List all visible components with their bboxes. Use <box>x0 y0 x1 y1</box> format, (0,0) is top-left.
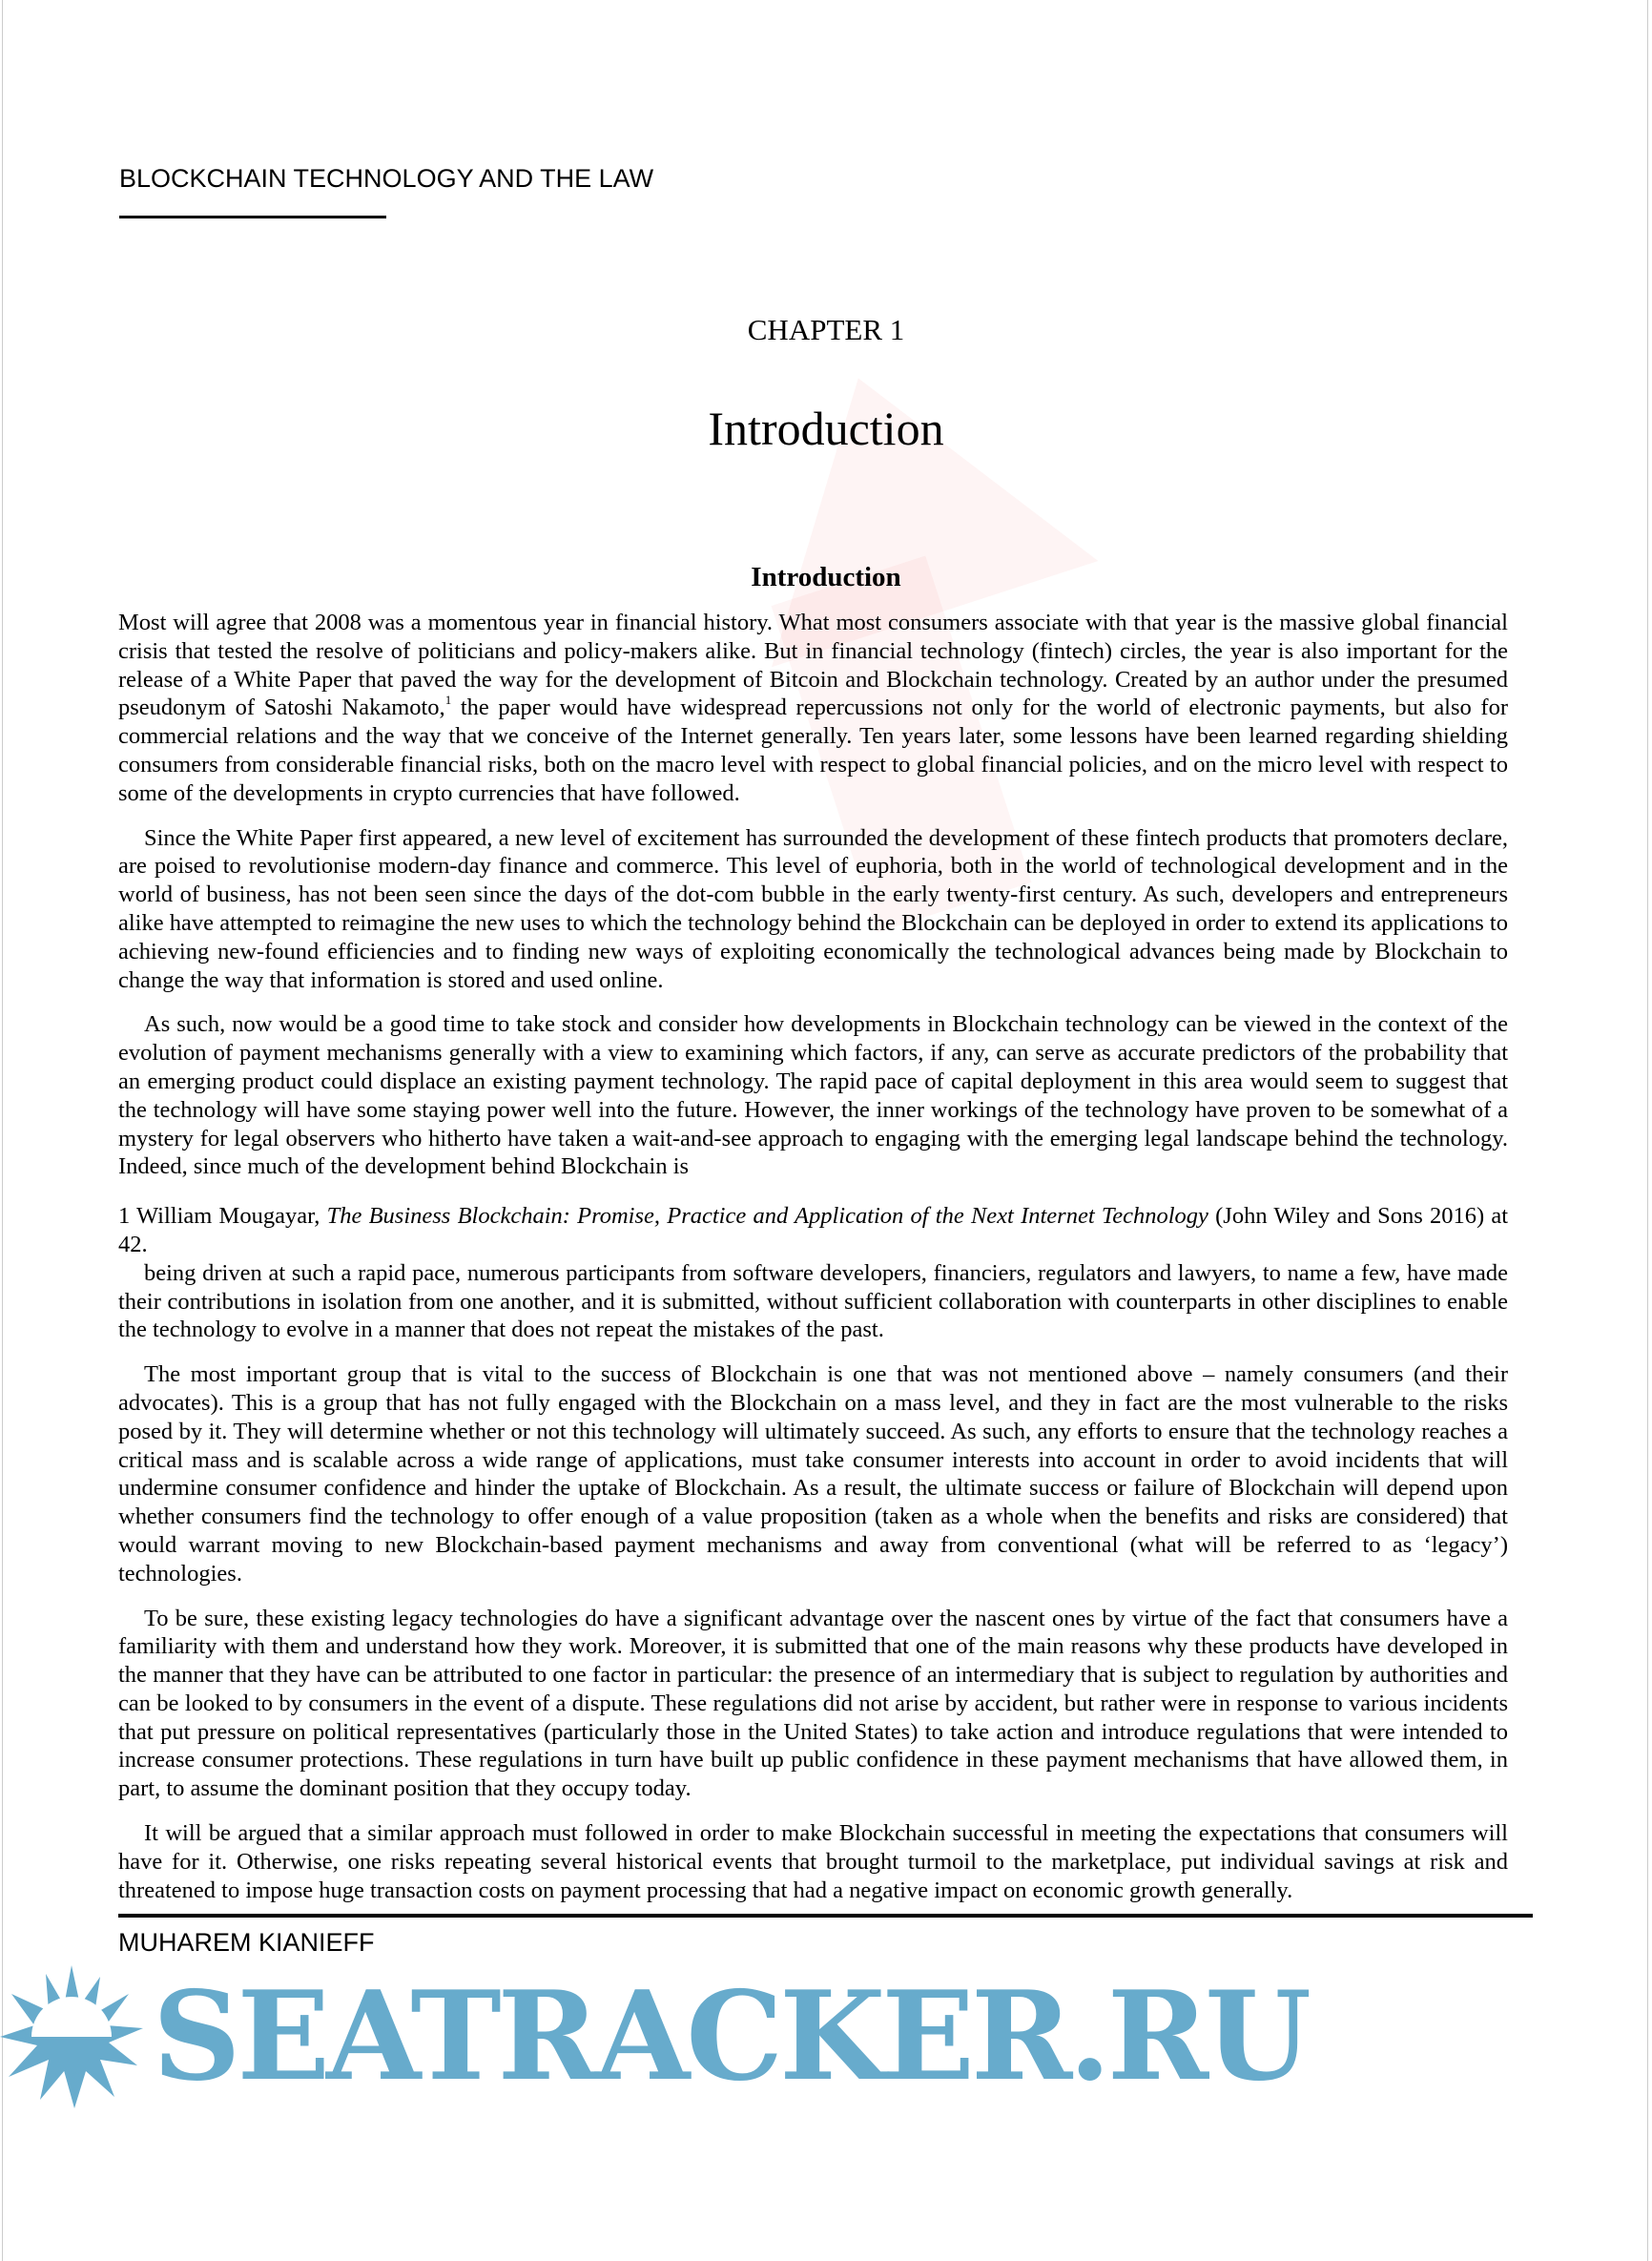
footnote-author: William Mougayar, <box>136 1203 327 1230</box>
footer-rule <box>118 1914 1533 1918</box>
paragraph: being driven at such a rapid pace, numerous participants from software developers, financiers, regulators and lawyers, to name a few, have made their contributions in isolation from one another, and it is submitted, without sufficient collaboration with counterparts in other disciplines to enable the technology to evolve in a manner that does not repeat the mistakes of the past. <box>118 1259 1508 1343</box>
paragraph: It will be argued that a similar approach must followed in order to make Blockchain successful in meeting the expectations that consumers will have for it. Otherwise, one risks repeating several historical events that brought turmoil to the marketplace, put individual savings at risk and threatened to impose huge transaction costs on payment processing that had a negative impact on economic growth generally. <box>118 1820 1508 1903</box>
watermark-sun-icon <box>0 1965 143 2108</box>
chapter-title: Introduction <box>708 402 944 455</box>
paragraph <box>118 609 1508 808</box>
watermark-text: SEATRACKER.RU <box>153 1965 1308 2109</box>
body-text <box>118 609 1508 1904</box>
paragraph: As such, now would be a good time to take stock and consider how developments in Blockchain technology can be viewed in the context of the evolution of payment mechanisms generally with a view to examining which factors, if any, can serve as accurate predictors of the probability that an emerging product could displace an existing payment technology. The rapid pace of capital deployment in this area would seem to suggest that the technology will have some staying power well into the future. However, the inner workings of the technology have proven to be somewhat of a mystery for legal observers who hitherto have taken a wait-and-see approach to engaging with the emerging legal landscape behind the technology. Indeed, since much of the development behind Blockchain is <box>118 1011 1508 1180</box>
footer-author: MUHAREM KIANIEFF <box>118 1928 375 1958</box>
page-flow <box>118 0 1533 2118</box>
footnote-rest: (John Wiley and Sons 2016) at 42. <box>118 1203 1509 1257</box>
section-heading: Introduction <box>751 562 901 592</box>
paragraph: To be sure, these existing legacy technologies do have a significant advantage over the nascent ones by virtue of the fact that consumers have a familiarity with them and understand how they work. Moreover, it is submitted that one of the main reasons why these products have developed in the manner that they have can be attributed to one factor in particular: the presence of an intermediary that is subject to regulation by authorities and can be looked to by consumers in the event of a dispute. These regulations did not arise by accident, but rather were in response to various incidents that put pressure on political representatives (particularly those in the United States) to take action and introduce regulations that were intended to increase consumer protections. These regulations in turn have built up public confidence in these payment mechanisms that have allowed them, in part, to assume the dominant position that they occupy today. <box>118 1605 1508 1802</box>
footnote <box>118 1202 1508 1259</box>
paragraph-text: the paper would have widespread repercussions not only for the world of electronic payments, but also for commercial relations and the way that we conceive of the Internet generally. Ten years later, some lessons have been learned regarding shielding consumers from considerable financial risks, both on the macro level with respect to global financial policies, and on the micro level with respect to some of the developments in crypto currencies that have followed. <box>118 695 1509 806</box>
footnote-book-title: The Business Blockchain: Promise, Practice and Application of the Next Internet Technology <box>326 1203 1208 1230</box>
footnote-ref[interactable]: 1 <box>444 693 452 708</box>
watermark <box>0 1965 1652 2118</box>
paragraph: Since the White Paper first appeared, a new level of excitement has surrounded the development of these fintech products that promoters declare, are poised to revolutionise modern-day finance and commerce. This level of euphoria, both in the world of technological development and in the world of business, has not been seen since the days of the dot-com bubble in the early twenty-first century. As such, developers and entrepreneurs alike have attempted to reimagine the new uses to which the technology behind the Blockchain can be deployed in order to extend its applications to achieving new-found efficiencies and to finding new ways of exploiting economically the technological advances being made by Blockchain to change the way that information is stored and used online. <box>118 824 1508 993</box>
chapter-label: CHAPTER 1 <box>747 313 905 346</box>
paragraph-text: Most will agree that 2008 was a momentous year in financial history. What most consumers associate with that year is the massive global financial crisis that tested the resolve of politicians and policy-makers alike. But in financial technology (fintech) circles, the year is also important for the release of a White Paper that paved the way for the development of Bitcoin and Blockchain technology. Created by an author under the presumed pseudonym of Satoshi Nakamoto, <box>118 610 1508 721</box>
running-header: BLOCKCHAIN TECHNOLOGY AND THE LAW <box>119 164 654 193</box>
paragraph: The most important group that is vital to the success of Blockchain is one that was not mentioned above – namely consumers (and their advocates). This is a group that has not fully engaged with the Blockchain on a mass level, and they in fact are the most vulnerable to the risks posed by it. They will determine whether or not this technology will ultimately succeed. As such, any efforts to ensure that the technology reaches a critical mass and is scalable across a wide range of applications, must take consumer interests into account in order to avoid incidents that will undermine consumer confidence and hinder the uptake of Blockchain. As a result, the ultimate success or failure of Blockchain will depend upon whether consumers find the technology to offer enough of a value proposition (taken as a whole when the benefits and risks are considered) that would warrant moving to new Blockchain-based payment mechanisms and away from conventional (what will be referred to as ‘legacy’) technologies. <box>118 1361 1508 1587</box>
footnote-number: 1 <box>118 1203 131 1230</box>
